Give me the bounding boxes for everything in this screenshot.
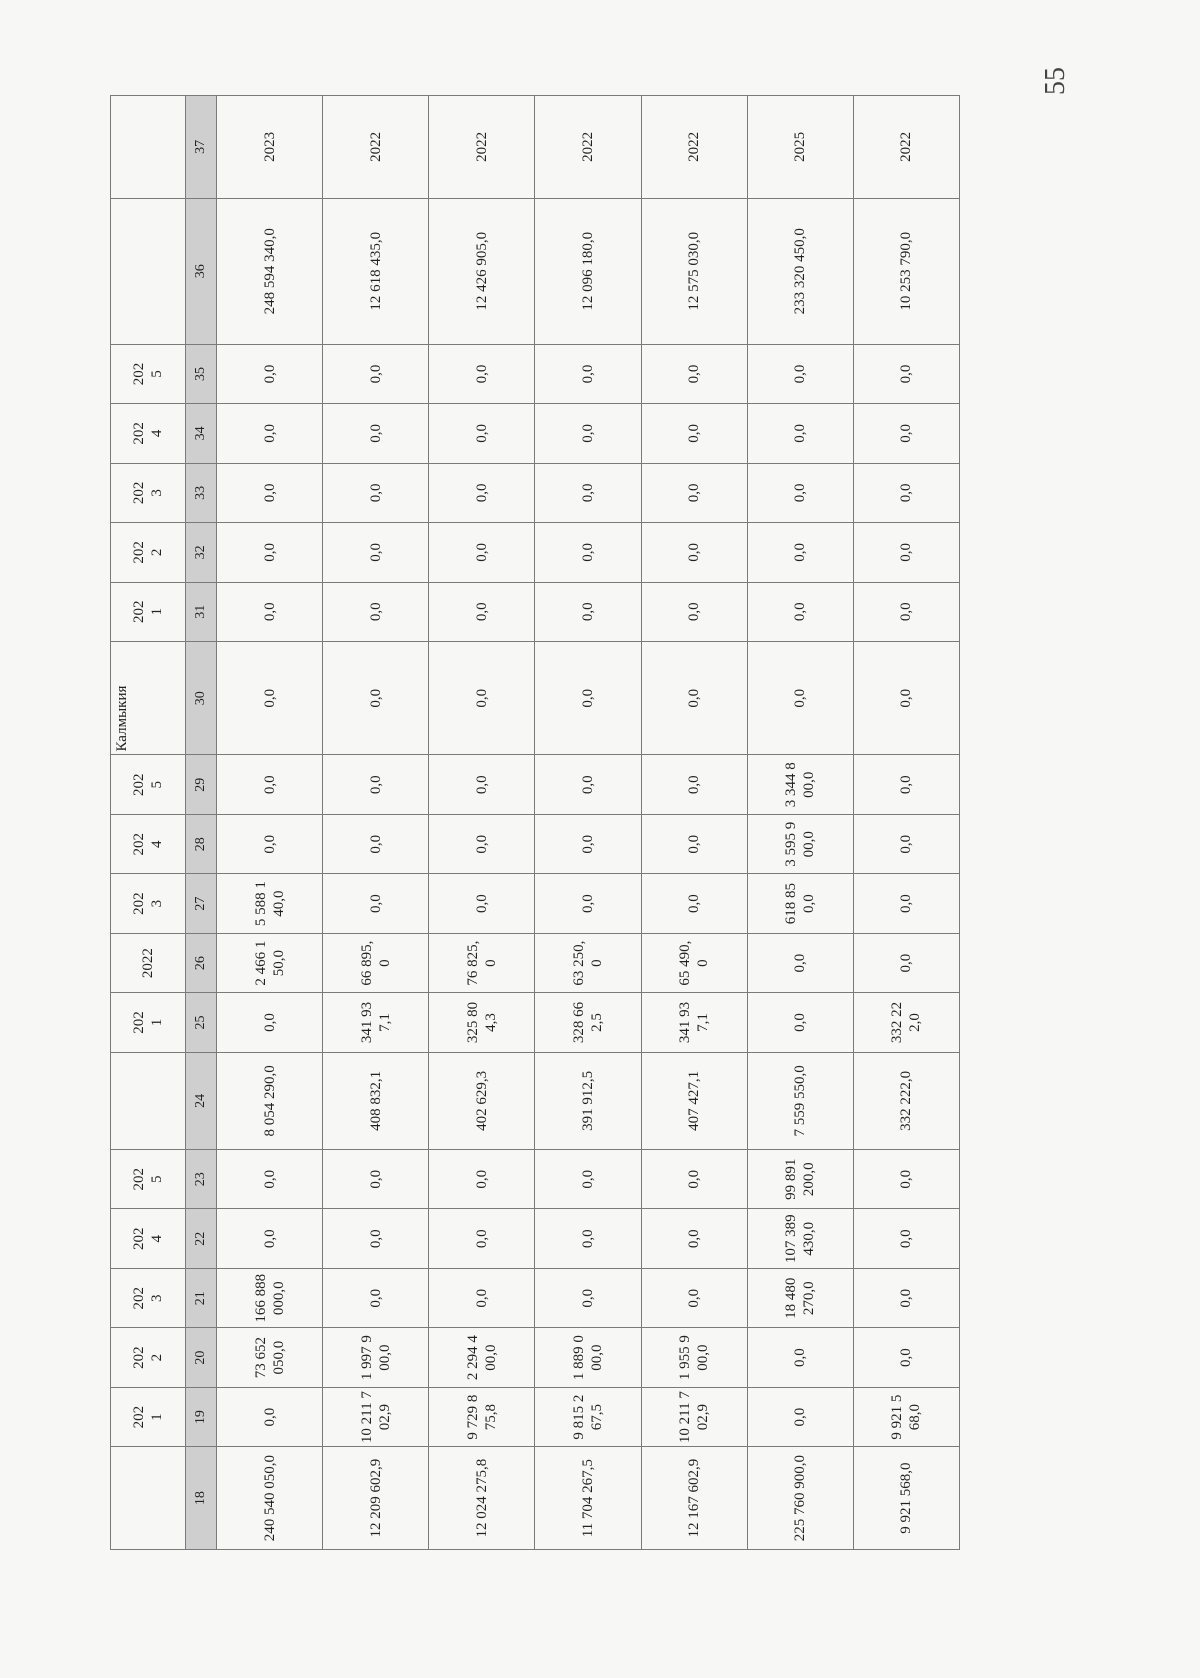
table-cell: 0,0 <box>853 1209 959 1268</box>
table-row <box>641 96 747 1550</box>
table-cell: 12 575 030,0 <box>641 198 747 344</box>
header-cell: 202 4 <box>111 814 186 873</box>
header-cell: 2022 <box>111 933 186 992</box>
table-cell: 73 652 050,0 <box>217 1328 323 1387</box>
table-cell: 3 344 800,0 <box>747 755 853 814</box>
table-cell: 0,0 <box>853 933 959 992</box>
table-cell: 402 629,3 <box>429 1052 535 1149</box>
table-cell: 0,0 <box>429 582 535 641</box>
table-cell: 0,0 <box>641 642 747 756</box>
table-cell: 0,0 <box>429 1268 535 1327</box>
table-cell: 248 594 340,0 <box>217 198 323 344</box>
table-cell: 0,0 <box>323 642 429 756</box>
column-number-cell: 19 <box>186 1387 217 1446</box>
table-cell: 0,0 <box>853 1328 959 1387</box>
column-number-cell: 21 <box>186 1268 217 1327</box>
header-cell <box>111 198 186 344</box>
budget-table <box>110 95 960 1550</box>
table-cell: 0,0 <box>323 1150 429 1209</box>
table-cell: 2022 <box>429 96 535 199</box>
header-cell: 202 5 <box>111 755 186 814</box>
table-cell: 0,0 <box>641 874 747 933</box>
table-cell: 1 889 000,0 <box>535 1328 641 1387</box>
table-cell: 9 921 568,0 <box>853 1447 959 1550</box>
table-cell: 0,0 <box>747 582 853 641</box>
table-row <box>429 96 535 1550</box>
table-cell: 0,0 <box>217 814 323 873</box>
table-cell: 0,0 <box>217 1209 323 1268</box>
table-cell: 0,0 <box>853 642 959 756</box>
header-cell: 202 1 <box>111 1387 186 1446</box>
table-cell: 0,0 <box>429 463 535 522</box>
table-cell: 0,0 <box>535 814 641 873</box>
column-number-cell: 22 <box>186 1209 217 1268</box>
table-cell: 63 250,0 <box>535 933 641 992</box>
table-cell: 0,0 <box>217 993 323 1052</box>
table-cell: 0,0 <box>535 1268 641 1327</box>
table-cell: 0,0 <box>641 814 747 873</box>
table-cell: 12 024 275,8 <box>429 1447 535 1550</box>
table-cell: 0,0 <box>429 755 535 814</box>
table-cell: 18 480 270,0 <box>747 1268 853 1327</box>
table-cell: 325 804,3 <box>429 993 535 1052</box>
column-number-cell: 26 <box>186 933 217 992</box>
header-row <box>111 96 186 1550</box>
column-number-cell: 36 <box>186 198 217 344</box>
column-number-cell: 29 <box>186 755 217 814</box>
table-cell: 0,0 <box>535 344 641 403</box>
table-cell: 618 850,0 <box>747 874 853 933</box>
table-cell: 0,0 <box>429 344 535 403</box>
table-cell: 391 912,5 <box>535 1052 641 1149</box>
table-cell: 0,0 <box>535 1150 641 1209</box>
budget-table-rotated <box>110 95 960 1550</box>
table-cell: 65 490,0 <box>641 933 747 992</box>
table-row <box>535 96 641 1550</box>
table-cell: 0,0 <box>535 404 641 463</box>
table-cell: 0,0 <box>535 582 641 641</box>
table-cell: 407 427,1 <box>641 1052 747 1149</box>
table-cell: 0,0 <box>747 344 853 403</box>
table-cell: 1 997 900,0 <box>323 1328 429 1387</box>
table-cell: 10 211 702,9 <box>323 1387 429 1446</box>
header-cell <box>111 96 186 199</box>
table-cell: 0,0 <box>853 814 959 873</box>
table-cell: 0,0 <box>535 874 641 933</box>
header-cell: 202 1 <box>111 582 186 641</box>
table-cell: 233 320 450,0 <box>747 198 853 344</box>
table-cell: 0,0 <box>747 993 853 1052</box>
table-cell: 0,0 <box>747 523 853 582</box>
table-cell: 0,0 <box>217 582 323 641</box>
table-cell: 66 895,0 <box>323 933 429 992</box>
table-cell: 0,0 <box>747 933 853 992</box>
table-cell: 0,0 <box>641 1150 747 1209</box>
table-cell: 76 825,0 <box>429 933 535 992</box>
column-number-cell: 24 <box>186 1052 217 1149</box>
table-cell: 2025 <box>747 96 853 199</box>
column-number-cell: 28 <box>186 814 217 873</box>
table-cell: 8 054 290,0 <box>217 1052 323 1149</box>
table-cell: 0,0 <box>641 755 747 814</box>
column-number-cell: 18 <box>186 1447 217 1550</box>
table-cell: 0,0 <box>323 523 429 582</box>
table-cell: 225 760 900,0 <box>747 1447 853 1550</box>
table-cell: 0,0 <box>641 344 747 403</box>
table-cell: 0,0 <box>641 1209 747 1268</box>
table-cell: 0,0 <box>747 463 853 522</box>
header-cell: 202 3 <box>111 1268 186 1327</box>
table-cell: 12 096 180,0 <box>535 198 641 344</box>
table-cell: 0,0 <box>641 523 747 582</box>
header-cell: 202 3 <box>111 874 186 933</box>
header-cell: 202 4 <box>111 1209 186 1268</box>
table-cell: 0,0 <box>535 523 641 582</box>
table-cell: 10 253 790,0 <box>853 198 959 344</box>
table-cell: 2 466 150,0 <box>217 933 323 992</box>
column-number-cell: 35 <box>186 344 217 403</box>
page-number: 55 <box>1040 67 1071 95</box>
table-cell: 0,0 <box>747 642 853 756</box>
table-cell: 0,0 <box>323 814 429 873</box>
column-number-cell: 25 <box>186 993 217 1052</box>
column-number-cell: 30 <box>186 642 217 756</box>
table-cell: 0,0 <box>323 582 429 641</box>
table-cell: 0,0 <box>535 755 641 814</box>
table-cell: 341 937,1 <box>641 993 747 1052</box>
table-cell: 99 891 200,0 <box>747 1150 853 1209</box>
table-cell: 0,0 <box>217 523 323 582</box>
table-cell: 0,0 <box>641 582 747 641</box>
table-cell: 10 211 702,9 <box>641 1387 747 1446</box>
table-row <box>853 96 959 1550</box>
column-number-cell: 33 <box>186 463 217 522</box>
table-cell: 0,0 <box>853 755 959 814</box>
table-cell: 0,0 <box>429 642 535 756</box>
column-number-row <box>186 96 217 1550</box>
table-cell: 0,0 <box>641 1268 747 1327</box>
column-number-cell: 31 <box>186 582 217 641</box>
table-cell: 332 222,0 <box>853 993 959 1052</box>
table-cell: 0,0 <box>853 463 959 522</box>
table-cell: 0,0 <box>429 1150 535 1209</box>
table-cell: 0,0 <box>217 642 323 756</box>
table-cell: 2023 <box>217 96 323 199</box>
table-cell: 0,0 <box>429 814 535 873</box>
table-cell: 9 729 875,8 <box>429 1387 535 1446</box>
table-cell: 408 832,1 <box>323 1052 429 1149</box>
table-cell: 332 222,0 <box>853 1052 959 1149</box>
table-cell: 0,0 <box>217 463 323 522</box>
table-cell: 9 921 568,0 <box>853 1387 959 1446</box>
table-cell: 0,0 <box>535 1209 641 1268</box>
header-cell: 202 2 <box>111 523 186 582</box>
table-cell: 2022 <box>535 96 641 199</box>
table-cell: 2022 <box>323 96 429 199</box>
table-cell: 0,0 <box>323 404 429 463</box>
table-cell: 9 815 267,5 <box>535 1387 641 1446</box>
table-cell: 12 167 602,9 <box>641 1447 747 1550</box>
table-cell: 12 618 435,0 <box>323 198 429 344</box>
table-row <box>323 96 429 1550</box>
table-cell: 0,0 <box>747 404 853 463</box>
table-cell: 0,0 <box>747 1328 853 1387</box>
table-cell: 0,0 <box>641 463 747 522</box>
table-row <box>217 96 323 1550</box>
table-cell: 240 540 050,0 <box>217 1447 323 1550</box>
table-cell: 0,0 <box>853 1268 959 1327</box>
table-cell: 0,0 <box>217 1150 323 1209</box>
column-number-cell: 32 <box>186 523 217 582</box>
table-cell: 0,0 <box>853 874 959 933</box>
table-cell: 2 294 400,0 <box>429 1328 535 1387</box>
table-cell: 0,0 <box>429 874 535 933</box>
table-cell: 0,0 <box>323 463 429 522</box>
table-cell: 11 704 267,5 <box>535 1447 641 1550</box>
table-cell: 0,0 <box>217 404 323 463</box>
table-cell: 7 559 550,0 <box>747 1052 853 1149</box>
table-cell: 166 888 000,0 <box>217 1268 323 1327</box>
table-cell: 107 389 430,0 <box>747 1209 853 1268</box>
header-cell: 202 1 <box>111 993 186 1052</box>
header-cell: 202 3 <box>111 463 186 522</box>
table-cell: 2022 <box>641 96 747 199</box>
table-cell: 0,0 <box>323 344 429 403</box>
table-cell: 0,0 <box>853 523 959 582</box>
table-cell: 341 937,1 <box>323 993 429 1052</box>
table-cell: 0,0 <box>217 1387 323 1446</box>
table-cell: 0,0 <box>323 755 429 814</box>
header-cell <box>111 1052 186 1149</box>
column-number-cell: 23 <box>186 1150 217 1209</box>
header-cell: 202 5 <box>111 1150 186 1209</box>
header-cell: Калмыкия <box>111 642 186 756</box>
table-cell: 0,0 <box>217 344 323 403</box>
table-cell: 0,0 <box>535 642 641 756</box>
table-cell: 2022 <box>853 96 959 199</box>
table-cell: 12 426 905,0 <box>429 198 535 344</box>
header-cell: 202 4 <box>111 404 186 463</box>
table-cell: 1 955 900,0 <box>641 1328 747 1387</box>
table-cell: 0,0 <box>217 755 323 814</box>
table-cell: 3 595 900,0 <box>747 814 853 873</box>
header-cell: 202 5 <box>111 344 186 403</box>
table-cell: 0,0 <box>853 344 959 403</box>
header-cell <box>111 1447 186 1550</box>
header-cell: 202 2 <box>111 1328 186 1387</box>
table-cell: 0,0 <box>429 523 535 582</box>
table-cell: 0,0 <box>323 1209 429 1268</box>
table-row <box>747 96 853 1550</box>
table-cell: 5 588 140,0 <box>217 874 323 933</box>
table-cell: 0,0 <box>323 1268 429 1327</box>
table-cell: 0,0 <box>429 1209 535 1268</box>
table-cell: 0,0 <box>747 1387 853 1446</box>
column-number-cell: 34 <box>186 404 217 463</box>
table-cell: 0,0 <box>535 463 641 522</box>
table-cell: 0,0 <box>853 582 959 641</box>
table-cell: 0,0 <box>853 1150 959 1209</box>
column-number-cell: 20 <box>186 1328 217 1387</box>
column-number-cell: 37 <box>186 96 217 199</box>
table-cell: 0,0 <box>641 404 747 463</box>
column-number-cell: 27 <box>186 874 217 933</box>
table-cell: 328 662,5 <box>535 993 641 1052</box>
table-cell: 0,0 <box>853 404 959 463</box>
table-cell: 0,0 <box>429 404 535 463</box>
table-cell: 0,0 <box>323 874 429 933</box>
table-cell: 12 209 602,9 <box>323 1447 429 1550</box>
